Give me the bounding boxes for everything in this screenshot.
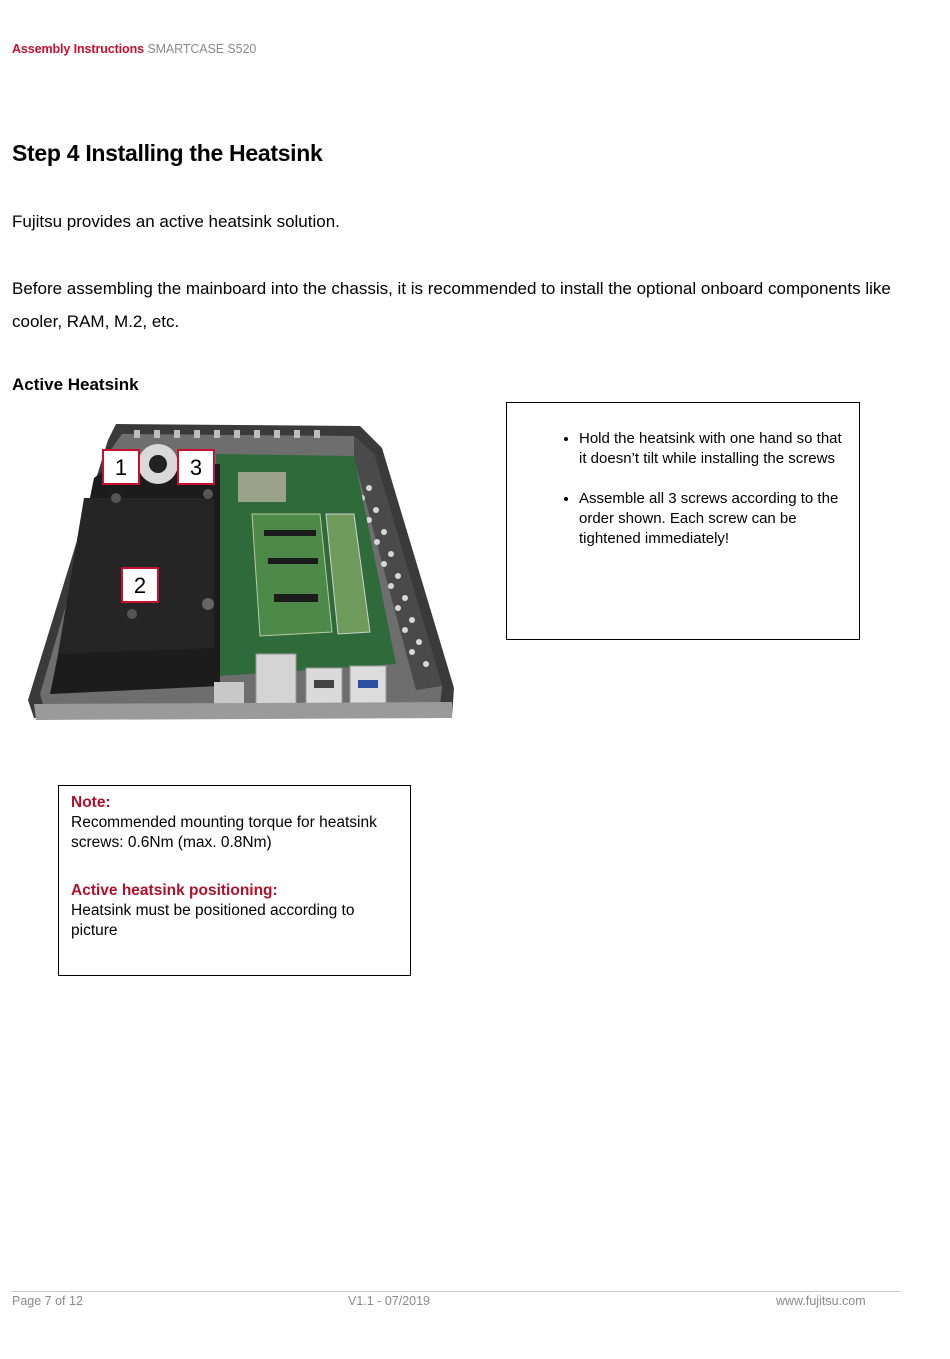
svg-text:2: 2 — [133, 573, 147, 598]
instructions-box — [506, 402, 860, 640]
positioning-heading: Active heatsink positioning: — [71, 882, 278, 899]
screw-marker-3 — [178, 450, 214, 484]
header-product: SMARTCASE S520 — [147, 42, 257, 56]
heatsink-photo — [24, 418, 458, 734]
footer-divider — [12, 1291, 900, 1292]
section-subheading: Active Heatsink — [12, 375, 139, 394]
document-header — [12, 42, 256, 56]
footer-page-number: Page 7 of 12 — [12, 1294, 83, 1308]
screw-marker-2 — [122, 568, 158, 602]
page-title: Step 4 Installing the Heatsink — [12, 140, 323, 166]
svg-text:3: 3 — [189, 455, 203, 480]
footer-website-link[interactable]: www.fujitsu.com — [776, 1294, 866, 1308]
header-brand: Assembly Instructions — [12, 42, 144, 56]
note-box — [58, 785, 411, 976]
instruction-item: • Assemble all 3 screws according to the order shown. Each screw can be tightened immediately! — [579, 489, 845, 549]
note-heading: Note: — [71, 794, 111, 811]
instruction-item: • Hold the heatsink with one hand so that it doesn’t tilt while installing the screws — [579, 429, 845, 469]
svg-text:1: 1 — [114, 455, 128, 480]
note-text: Recommended mounting torque for heatsink screws: 0.6Nm (max. 0.8Nm) — [71, 814, 377, 851]
assembly-paragraph: Before assembling the mainboard into the chassis, it is recommended to install the optional onboard components like cooler, RAM, M.2, etc. — [12, 279, 891, 331]
instructions-list — [547, 429, 845, 549]
intro-paragraph: Fujitsu provides an active heatsink solution. — [12, 212, 340, 231]
screw-marker-1 — [103, 450, 139, 484]
footer-version: V1.1 - 07/2019 — [348, 1294, 431, 1308]
positioning-text: Heatsink must be positioned according to picture — [71, 902, 355, 939]
